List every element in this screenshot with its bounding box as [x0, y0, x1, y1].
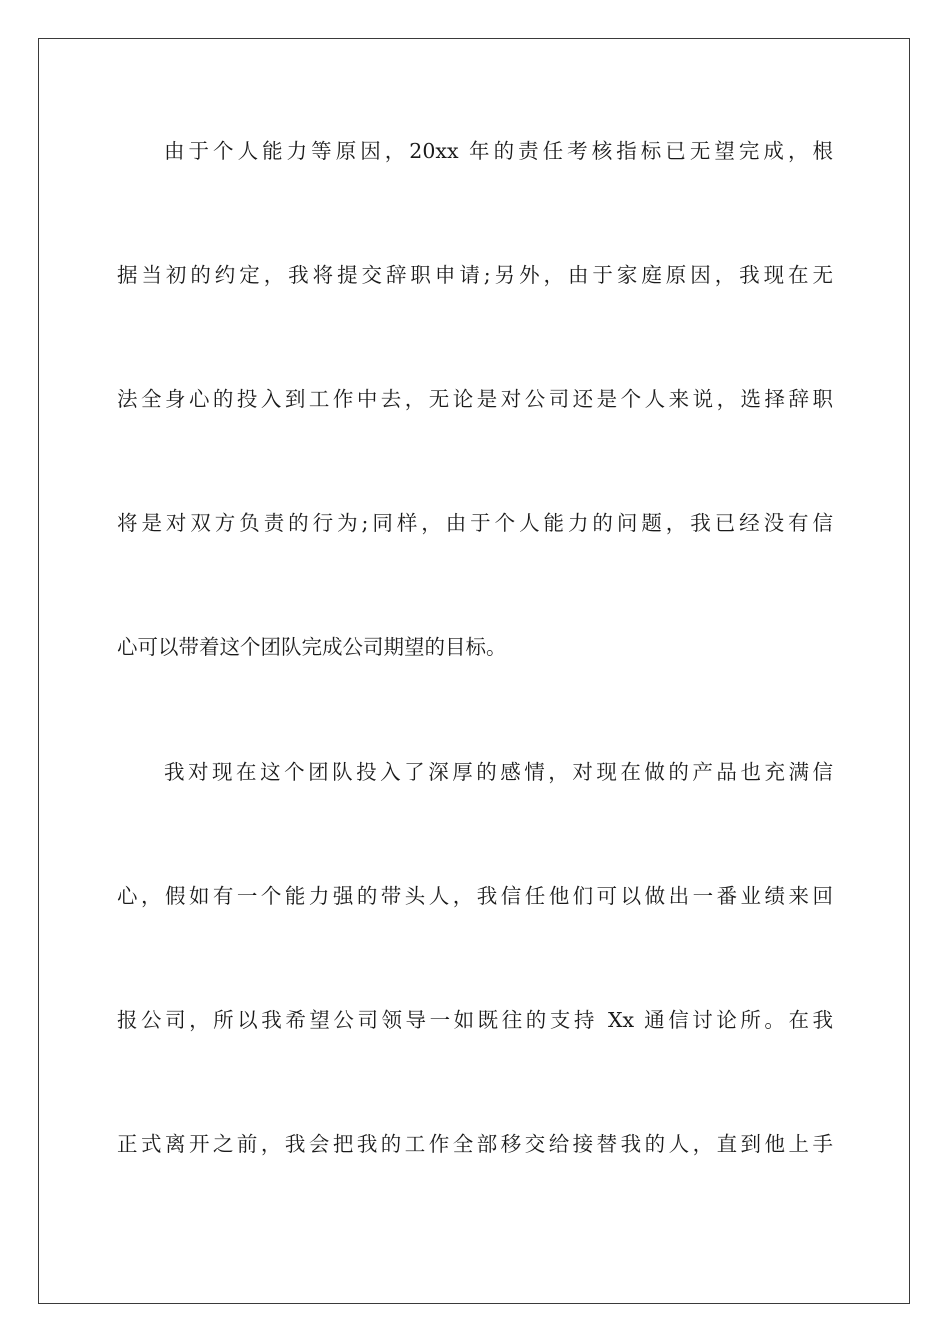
- paragraph-2-line-1: 我对现在这个团队投入了深厚的感情，对现在做的产品也充满信: [164, 760, 833, 784]
- paragraph-1-line-2: 据当初的约定，我将提交辞职申请;另外，由于家庭原因，我现在无: [117, 263, 833, 287]
- paragraph-1-line-4: 将是对双方负责的行为;同样，由于个人能力的问题，我已经没有信: [117, 511, 833, 535]
- paragraph-2-line-4: 正式离开之前，我会把我的工作全部移交给接替我的人，直到他上手: [117, 1132, 833, 1156]
- paragraph-1-line-1: 由于个人能力等原因，20xx 年的责任考核指标已无望完成，根: [164, 139, 833, 163]
- paragraph-2-line-3: 报公司，所以我希望公司领导一如既往的支持 Xx 通信讨论所。在我: [117, 1008, 833, 1032]
- page-border: [38, 38, 910, 1304]
- paragraph-1-line-3: 法全身心的投入到工作中去，无论是对公司还是个人来说，选择辞职: [117, 387, 833, 411]
- paragraph-1-line-5: 心可以带着这个团队完成公司期望的目标。: [117, 635, 507, 659]
- paragraph-2-line-2: 心，假如有一个能力强的带头人，我信任他们可以做出一番业绩来回: [117, 884, 833, 908]
